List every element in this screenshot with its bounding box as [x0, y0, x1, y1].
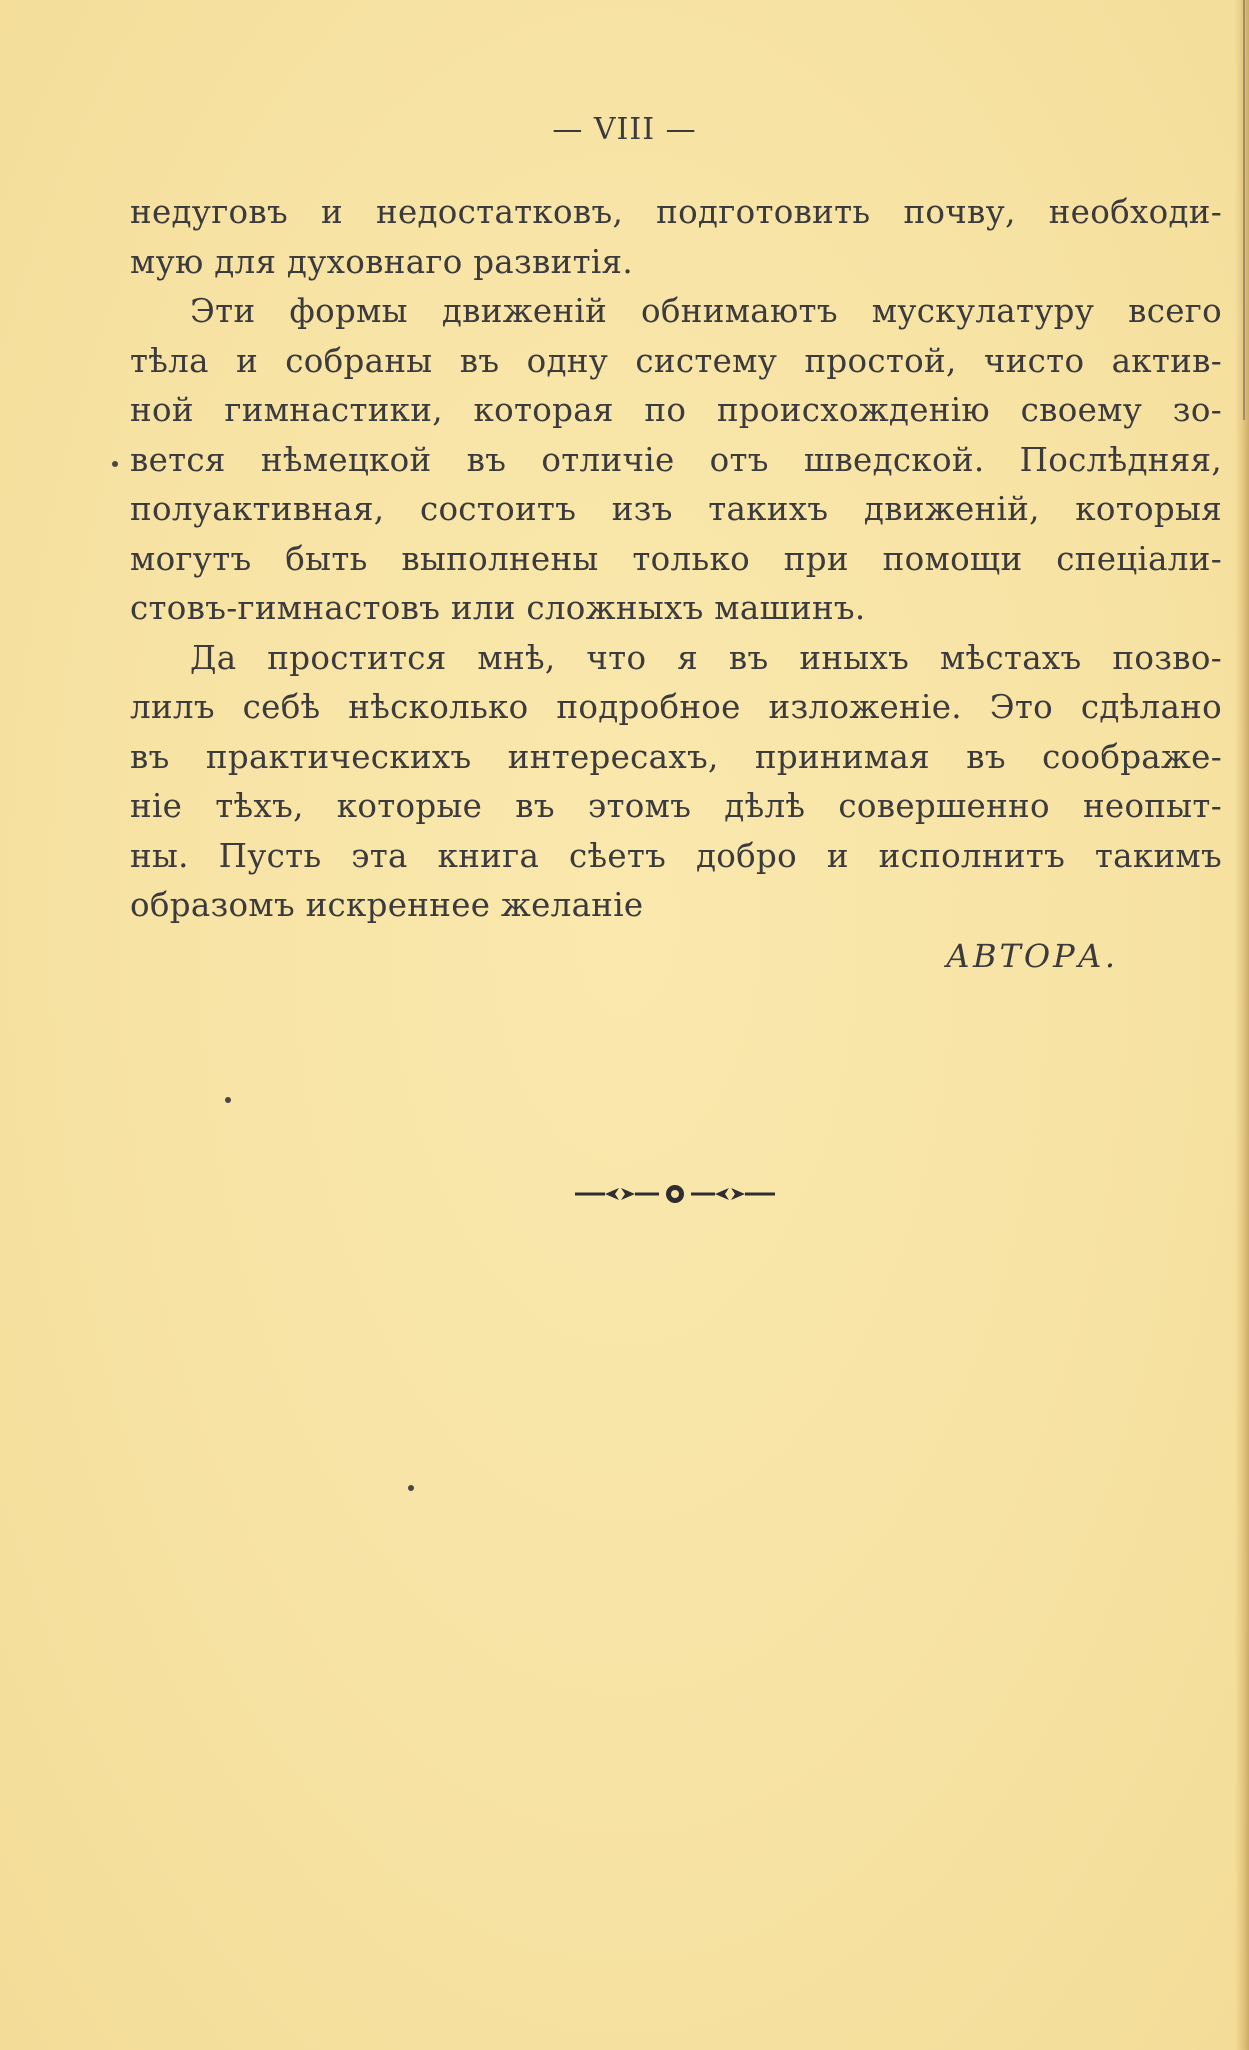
- text-line: ніе тѣхъ, которые въ этомъ дѣлѣ совершенно неопыт-: [130, 787, 1222, 825]
- page-number-header: — VIII —: [552, 112, 697, 147]
- page-edge-shadow: [1235, 0, 1249, 2050]
- text-line: недуговъ и недостатковъ, подготовить почву, необходи-: [130, 193, 1222, 231]
- text-line: лилъ себѣ нѣсколько подробное изложеніе. Это сдѣлано: [130, 688, 1222, 726]
- text-line: вется нѣмецкой въ отличіе отъ шведской. Послѣдняя,: [130, 440, 1222, 479]
- ornament-divider-icon: [575, 1180, 775, 1208]
- text-line: могутъ быть выполнены только при помощи спеціали-: [130, 539, 1222, 578]
- text-line: тѣла и собраны въ одну систему простой, чисто актив-: [130, 341, 1222, 380]
- margin-speck: [112, 461, 118, 467]
- body-text: [130, 188, 1222, 931]
- text-line: полуактивная, состоитъ изъ такихъ движеній, которыя: [130, 490, 1222, 528]
- text-line: ны. Пусть эта книга сѣетъ добро и исполнитъ такимъ: [130, 836, 1222, 875]
- page-edge-line: [1243, 0, 1245, 420]
- text-line: ной гимнастики, которая по происхожденію своему зо-: [130, 391, 1222, 429]
- margin-speck: [408, 1485, 414, 1491]
- text-line: Эти формы движеній обнимаютъ мускулатуру всего: [190, 292, 1222, 330]
- author-signature: АВТОРА.: [945, 937, 1118, 975]
- text-line: Да простится мнѣ, что я въ иныхъ мѣстахъ позво-: [190, 638, 1222, 677]
- margin-speck: [225, 1097, 231, 1103]
- text-line: въ практическихъ интересахъ, принимая въ соображе-: [130, 737, 1222, 776]
- text-line: стовъ-гимнастовъ или сложныхъ машинъ.: [130, 589, 866, 627]
- text-line: мую для духовнаго развитія.: [130, 242, 633, 281]
- text-line: образомъ искреннее желаніе: [130, 886, 644, 924]
